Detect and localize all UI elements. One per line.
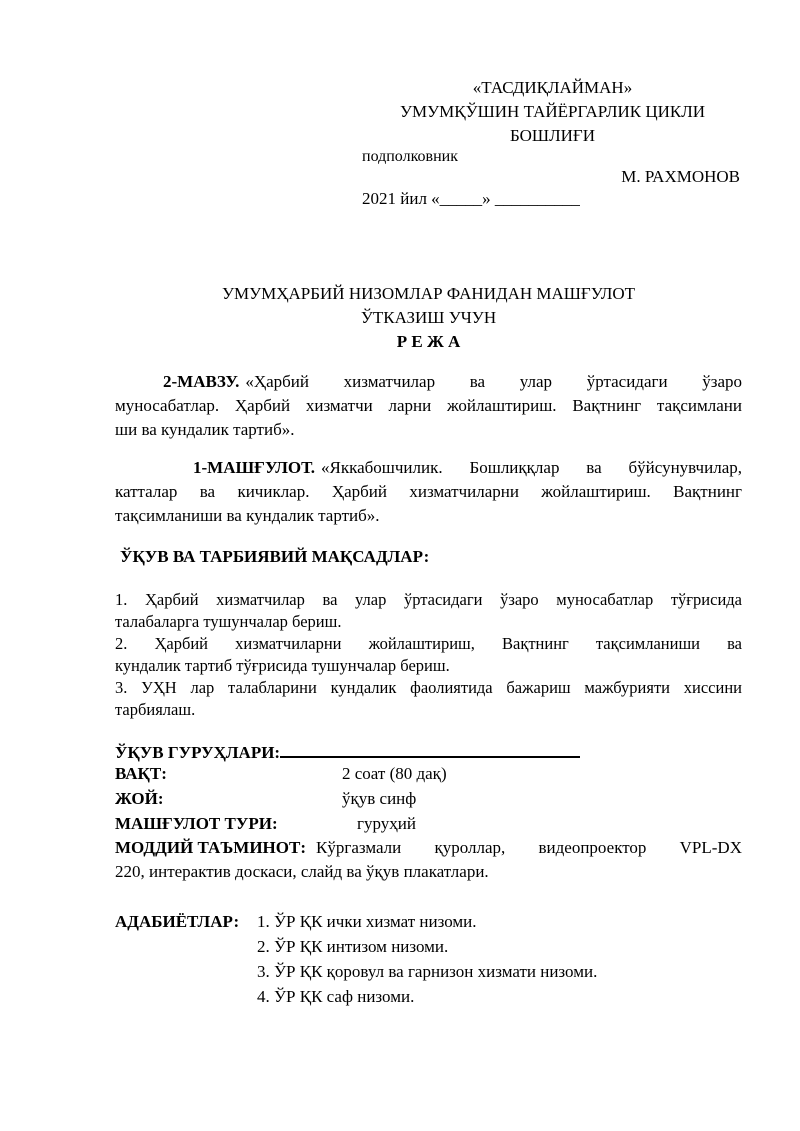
material-label: МОДДИЙ ТАЪМИНОТ: <box>115 838 307 857</box>
literature-item: 3. ЎР ҚК қоровул ва гарнизон хизмати низоми. <box>257 962 598 981</box>
lesson-line3: тақсимланиши ва кундалик тартиб». <box>115 506 380 525</box>
goal-item1-line2: талабаларга тушунчалар бериш. <box>115 612 342 631</box>
place-label: ЖОЙ: <box>115 789 164 808</box>
approval-position-line1: УМУМҚЎШИН ТАЙЁРГАРЛИК ЦИКЛИ <box>399 102 706 121</box>
type-value: гуруҳий <box>357 814 416 833</box>
goals-title: ЎҚУВ ВА ТАРБИЯВИЙ МАҚСАДЛАР: <box>120 547 430 566</box>
approval-position-line2: БОШЛИҒИ <box>510 126 595 145</box>
goal-item3-line2: тарбиялаш. <box>115 700 196 719</box>
material-line2: 220, интерактив доскаси, слайд ва ўқув плакатлари. <box>115 862 489 881</box>
material-line1: Кўргазмали қуроллар, видеопроектор VPL-DX <box>316 838 742 857</box>
approval-name: М. РАХМОНОВ <box>621 167 740 186</box>
lesson-paragraph <box>115 456 742 528</box>
topic-line1: «Ҳарбий хизматчилар ва улар ўртасидаги ўзаро <box>245 372 742 391</box>
approval-title: «ТАСДИҚЛАЙМАН» <box>472 78 633 97</box>
heading-line2: ЎТКАЗИШ УЧУН <box>360 308 497 327</box>
literature-item: 4. ЎР ҚК саф низоми. <box>257 987 415 1006</box>
goal-item3-line1: 3. УҲН лар талабларини кундалик фаолиятида бажариш мажбурияти хиссини <box>115 678 742 697</box>
literature-item: 1. ЎР ҚК ички хизмат низоми. <box>257 912 477 931</box>
approval-date: 2021 йил «_____» __________ <box>362 189 580 208</box>
material-paragraph <box>115 836 742 884</box>
time-label: ВАҚТ: <box>115 764 167 783</box>
groups-blank-line <box>280 738 580 758</box>
lesson-label: 1-МАШҒУЛОТ. <box>193 458 315 477</box>
groups-row <box>115 738 580 765</box>
heading-line3: Р Е Ж А <box>396 332 461 351</box>
topic-paragraph <box>115 370 742 442</box>
topic-label: 2-МАВЗУ. <box>163 372 240 391</box>
groups-label: ЎҚУВ ГУРУҲЛАРИ: <box>115 743 281 762</box>
topic-line3: ши ва кундалик тартиб». <box>115 420 295 439</box>
goal-item2-line1: 2. Ҳарбий хизматчиларни жойлаштириш, Вақтнинг тақсимланиши ва <box>115 634 742 653</box>
goal-item1-line1: 1. Ҳарбий хизматчилар ва улар ўртасидаги ўзаро муносабатлар тўғрисида <box>115 590 742 609</box>
goals-list <box>115 589 742 721</box>
lesson-line1: «Яккабошчилик. Бошлиққлар ва бўйсунувчилар, <box>320 458 742 477</box>
heading-line1: УМУМҲАРБИЙ НИЗОМЛАР ФАНИДАН МАШҒУЛОТ <box>221 284 636 303</box>
time-value: 2 соат (80 дақ) <box>342 764 447 783</box>
lesson-line2: катталар ва кичиклар. Ҳарбий хизматчиларни жойлаштириш. Вақтнинг <box>115 482 742 501</box>
place-value: ўқув синф <box>342 789 417 808</box>
topic-line2: муносабатлар. Ҳарбий хизматчи ларни жойлаштириш. Вақтнинг тақсимлани <box>115 396 742 415</box>
goal-item2-line2: кундалик тартиб тўғрисида тушунчалар бериш. <box>115 656 450 675</box>
literature-label: АДАБИЁТЛАР: <box>115 912 240 931</box>
type-label: МАШҒУЛОТ ТУРИ: <box>115 814 278 833</box>
literature-item: 2. ЎР ҚК интизом низоми. <box>257 937 449 956</box>
approval-rank: подполковник <box>362 148 458 165</box>
